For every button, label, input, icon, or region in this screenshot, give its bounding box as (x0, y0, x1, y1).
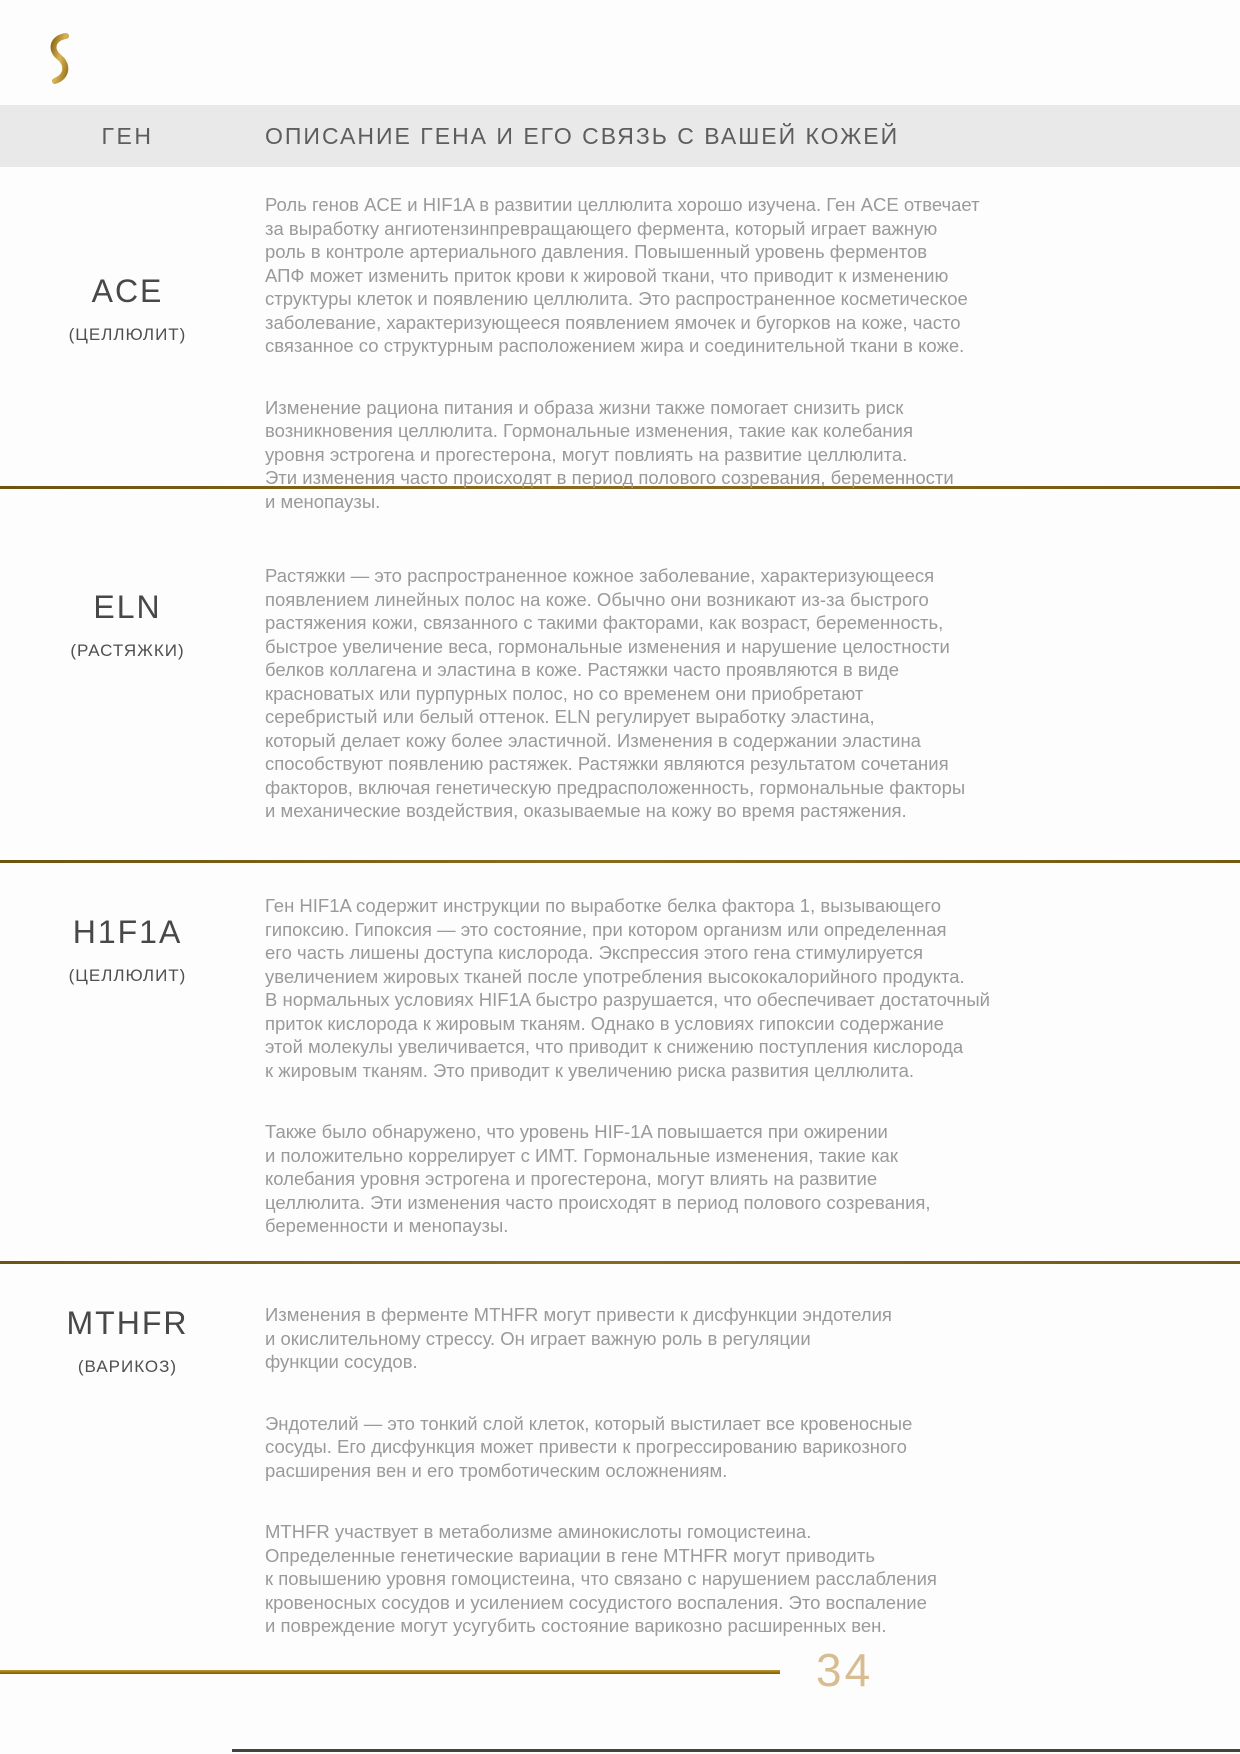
page-number: 34 (816, 1644, 874, 1696)
table-row-h1f1a (0, 860, 1240, 1261)
page-top-margin (0, 0, 1240, 105)
next-row-divider (232, 1749, 1240, 1752)
description-paragraph: Также было обнаружено, что уровень HIF-1A повышается при ожирении и положительно коррелирует с ИМТ. Гормональные изменения, такие как колебания уровня эстрогена и прогестерона, могут влиять на развитие целлюлита. Эти изменения часто происходят в период полового созревания, беременности и менопаузы. (265, 1121, 931, 1236)
header-gene-column: ГЕН (101, 122, 154, 149)
description-paragraph: Эндотелий — это тонкий слой клеток, который выстилает все кровеносные сосуды. Его дисфункция может привести к прогрессированию варикозного расширения вен и его тромботическим осложнениям. (265, 1412, 913, 1481)
gene-condition: (ВАРИКОЗ) (77, 1357, 178, 1377)
gene-cell-ace (0, 167, 255, 486)
gene-description-ace (255, 167, 1240, 512)
description-paragraph: Растяжки — это распространенное кожное заболевание, характеризующееся появлением линейных полос на коже. Обычно они возникают из-за быстрого растяжения кожи, связанного с такими факторами, как возраст, беременность, быстрое увеличение веса, гормональные изменения и нарушение целостности белков коллагена и эластина в коже. Растяжки часто проявляются в виде красноватых или пурпурных полос, но со временем они приобретают серебристый или белый оттенок. ELN регулирует выработку эластина, который делает кожу более эластичной. Изменения в содержании эластина способствуют появлению растяжек. Растяжки являются результатом сочетания факторов, включая генетическую предрасположенность, гормональные факторы и механические воздействия, оказываемые на кожу во время растяжения. (265, 565, 966, 821)
gene-condition: (ЦЕЛЛЮЛИТ) (68, 966, 187, 986)
page-footer (0, 1641, 1240, 1751)
gene-cell-h1f1a (0, 863, 255, 1261)
table-row-ace (0, 167, 1240, 512)
gene-description-h1f1a (255, 863, 1240, 1261)
gene-name: ELN (93, 589, 162, 625)
gene-name: H1F1A (72, 914, 183, 950)
gene-cell-mthfr (0, 1264, 255, 1641)
footer-gold-line (0, 1670, 780, 1674)
gene-condition: (ЦЕЛЛЮЛИТ) (68, 325, 187, 345)
table-row-mthfr (0, 1261, 1240, 1641)
gene-description-mthfr (255, 1264, 1240, 1641)
description-paragraph: Роль генов ACE и HIF1A в развитии целлюлита хорошо изучена. Ген ACE отвечает за выработку ангиотензинпревращающего фермента, который играет важную роль в контроле артериального давления. Повышенный уровень ферментов АПФ может изменить приток крови к жировой ткани, что приводит к изменению структуры клеток и появлению целлюлита. Это распространенное косметическое заболевание, характеризующееся появлением ямочек и бугорков на коже, часто связанное со структурным расположением жира и соединительной ткани в коже. (265, 194, 980, 356)
table-row-eln (0, 486, 1240, 860)
table-header (0, 105, 1240, 167)
gene-condition: (РАСТЯЖКИ) (70, 641, 185, 661)
description-paragraph: MTHFR участвует в метаболизме аминокислоты гомоцистеина. Определенные генетические вариации в гене MTHFR могут приводить к повышению уровня гомоцистеина, что связано с нарушением расслабления кровеносных сосудов и усилением сосудистого воспаления. Это воспаление и повреждение могут усугубить состояние варикозно расширенных вен. (265, 1521, 937, 1636)
description-paragraph: Изменение рациона питания и образа жизни также помогает снизить риск возникновения целлюлита. Гормональные изменения, такие как колебания уровня эстрогена и прогестерона, могут повлиять на развитие целлюлита. Эти изменения часто происходят в период полового созревания, беременности и менопаузы. (265, 396, 954, 512)
description-paragraph: Ген HIF1A содержит инструкции по выработке белка фактора 1, вызывающего гипоксию. Гипоксия — это состояние, при котором организм или определенная его часть лишены доступа кислорода. Экспрессия этого гена стимулируется увеличением жировых тканей после употребления высококалорийного продукта. В нормальных условиях HIF1A быстро разрушается, что обеспечивает достаточный приток кислорода к жировым тканям. Однако в условиях гипоксии содержание этой молекулы увеличивается, что приводит к снижению поступления кислорода к жировым тканям. Это приводит к увеличению риска развития целлюлита. (265, 895, 990, 1081)
dna-helix-logo-icon (42, 30, 78, 97)
gene-cell-eln (0, 489, 255, 860)
header-description-column: ОПИСАНИЕ ГЕНА И ЕГО СВЯЗЬ С ВАШЕЙ КОЖЕЙ (265, 122, 900, 149)
gene-name: MTHFR (66, 1305, 189, 1341)
description-paragraph: Изменения в ферменте MTHFR могут привести к дисфункции эндотелия и окислительному стрессу. Он играет важную роль в регуляции функции сосудов. (265, 1304, 892, 1372)
gene-name: ACE (91, 273, 164, 309)
gene-description-eln (255, 489, 1240, 860)
